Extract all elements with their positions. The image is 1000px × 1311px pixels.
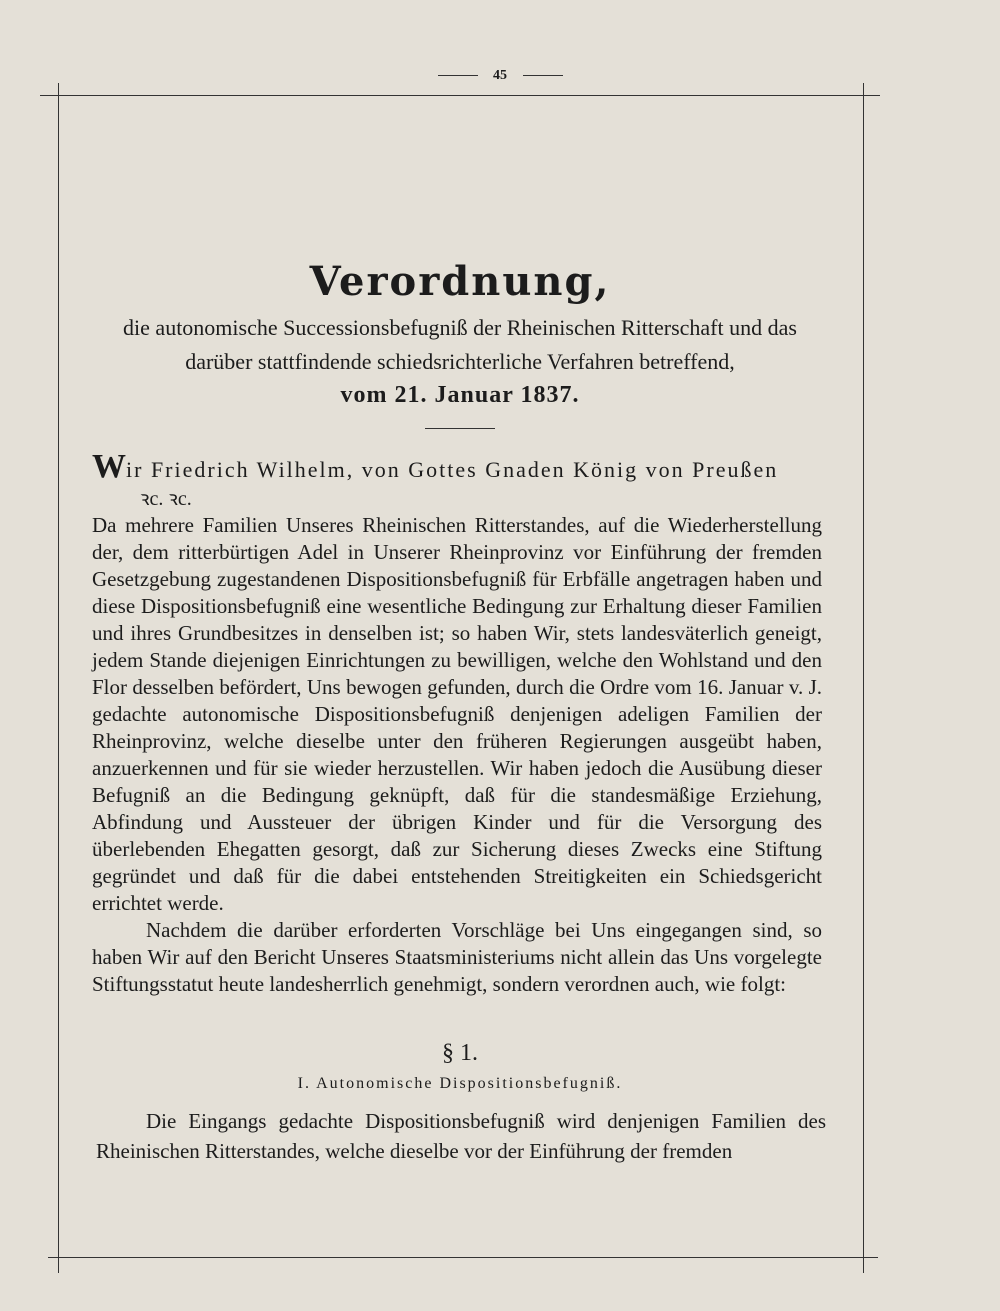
preamble-initial: W	[92, 448, 126, 485]
page-number-row	[0, 68, 1000, 84]
body-paragraph: Da mehrere Familien Unseres Rheinischen Ritterstandes, auf die Wiederherstellung der, dem ritterbürtigen Adel in Unserer Rheinprovinz vor Einführung der fremden Gesetzgebung zugestandenen Dispositionsbefugniß für Erbfälle angetragen haben und diese Dispositionsbefugniß eine wesentliche Bedingung zur Erhaltung dieser Familien und ihres Grundbesitzes in denselben ist; so haben Wir, stets landesväterlich geneigt, jedem Stande diejenigen Einrichtungen zu bewilligen, welche den Wohlstand und den Flor desselben befördert, Uns bewogen gefunden, durch die Ordre vom 16. Januar v. J. gedachte autonomische Dispositionsbefugniß denjenigen adeligen Familien der Rheinprovinz, welche dieselbe unter den früheren Regierungen ausgeübt haben, anzuerkennen und für sie wieder herzustellen. Wir haben jedoch die Ausübung dieser Befugniß an die Bedingung geknüpft, daß für die standesmäßige Erziehung, Abfindung und Aussteuer der übrigen Kinder und für die Versorgung des überlebenden Ehegatten gesorgt, daß zur Sicherung dieses Zwecks eine Stiftung gegründet und daß für die dabei entstehenden Streitigkeiten ein Schiedsgericht errichtet werde.	[92, 513, 822, 915]
section-sign: § 1.	[442, 1040, 478, 1066]
body-text	[92, 512, 822, 998]
frame-bottom-rule	[48, 1257, 878, 1258]
preamble	[92, 448, 822, 485]
section-text	[96, 1106, 826, 1166]
separator-rule	[425, 428, 495, 429]
preamble-text: ir Friedrich Wilhelm, von Gottes Gnaden König von Preußen	[126, 457, 779, 482]
document-date: vom 21. Januar 1837.	[340, 382, 580, 408]
section-paragraph: Die Eingangs gedachte Dispositionsbefugniß wird denjenigen Familien des Rheinischen Ritterstandes, welche dieselbe vor der Einführung der fremden	[96, 1109, 826, 1163]
document-title: Verordnung,	[309, 258, 611, 305]
preamble-etc: ꝛc. ꝛc.	[140, 488, 192, 510]
frame-top-rule	[40, 95, 880, 96]
page-number: 45	[493, 68, 507, 83]
page-number-dash-right	[523, 75, 563, 76]
subtitle-line: darüber stattfindende schiedsrichterliche Verfahren betreffend,	[185, 349, 735, 374]
subtitle-line: die autonomische Successionsbefugniß der Rheinischen Ritterschaft und das	[123, 315, 797, 340]
document-subtitle	[80, 311, 840, 379]
page-number-dash-left	[438, 75, 478, 76]
section-title: I. Autonomische Dispositionsbefugniß.	[297, 1075, 623, 1092]
body-paragraph: Nachdem die darüber erforderten Vorschläge bei Uns eingegangen sind, so haben Wir auf den Bericht Unseres Staatsministeriums nicht allein das Uns vorgelegte Stiftungsstatut heute landesherrlich genehmigt, sondern verordnen auch, wie folgt:	[92, 918, 822, 996]
